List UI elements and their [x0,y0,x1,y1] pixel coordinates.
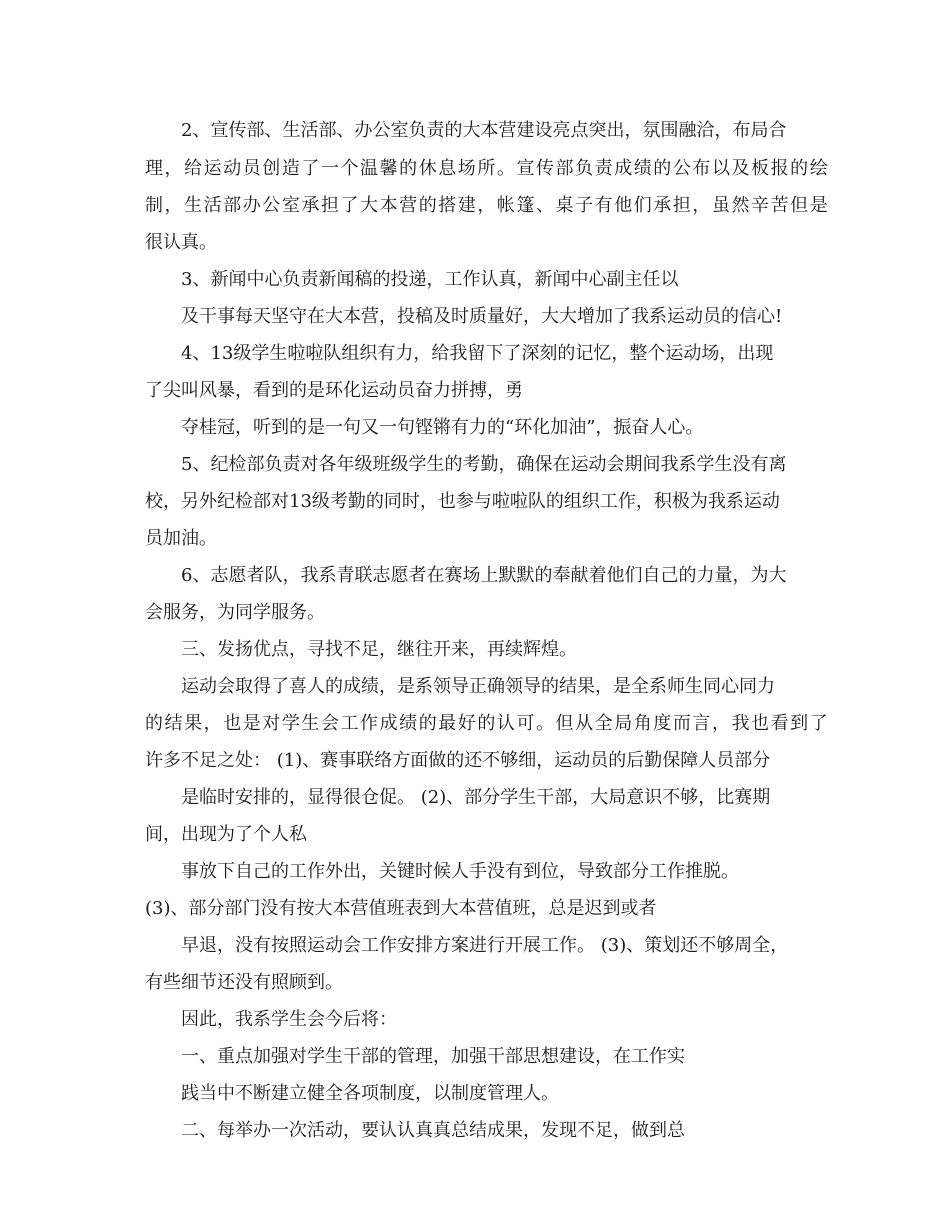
text-line: 事放下自己的工作外出，关键时候人手没有到位，导致部分工作推脱。 [181,861,739,882]
text-line: 有些细节还没有照顾到。 [145,972,343,993]
text-line: 早退，没有按照运动会工作安排方案进行开展工作。 (3)、策划还不够周全， [181,935,789,956]
text-line: 了尖叫风暴，看到的是环化运动员奋力拼搏，勇 [145,380,523,401]
text-line: 及干事每天坚守在大本营，投稿及时质量好，大大增加了我系运动员的信心! [181,306,783,327]
text-line: 的结果，也是对学生会工作成绩的最好的认可。但从全局角度而言，我也看到了 [145,713,830,734]
text-line: 间，出现为了个人私 [145,824,307,845]
text-line: 二、每举办一次活动，要认认真真总结成果，发现不足，做到总 [181,1120,685,1141]
text-line: 是临时安排的，显得很仓促。 (2)、部分学生干部，大局意识不够，比赛期 [181,787,771,808]
text-line: 许多不足之处： (1)、赛事联络方面做的还不够细，运动员的后勤保障人员部分 [145,750,771,771]
text-line: 夺桂冠，听到的是一句又一句铿锵有力的“环化加油”，振奋人心。 [181,417,704,438]
text-line: 3、新闻中心负责新闻稿的投递，工作认真，新闻中心副主任以 [181,269,679,290]
text-line: 三、发扬优点，寻找不足，继往开来，再续辉煌。 [181,639,577,660]
text-line: 理，给运动员创造了一个温馨的休息场所。宣传部负责成绩的公布以及板报的绘 [145,158,830,179]
text-line: 会服务，为同学服务。 [145,602,325,623]
text-line: 员加油。 [145,528,217,549]
text-line: 2、宣传部、生活部、办公室负责的大本营建设亮点突出，氛围融洽，布局合 [181,120,787,141]
text-line: 6、志愿者队，我系青联志愿者在赛场上默默的奉献着他们自己的力量，为大 [181,565,787,586]
text-line: 一、重点加强对学生干部的管理，加强干部思想建设，在工作实 [181,1046,685,1067]
text-line: 校，另外纪检部对13级考勤的同时，也参与啦啦队的组织工作，积极为我系运动 [145,491,780,512]
text-line: 运动会取得了喜人的成绩，是系领导正确领导的结果，是全系师生同心同力 [181,676,775,697]
text-line: 很认真。 [145,232,217,253]
text-line: 5、纪检部负责对各年级班级学生的考勤，确保在运动会期间我系学生没有离 [181,454,787,475]
text-line: 践当中不断建立健全各项制度，以制度管理人。 [181,1083,559,1104]
text-line: (3)、部分部门没有按大本营值班表到大本营值班，总是迟到或者 [145,898,657,919]
text-line: 因此，我系学生会今后将： [181,1009,397,1030]
text-line: 制，生活部办公室承担了大本营的搭建，帐篷、桌子有他们承担，虽然辛苦但是 [145,195,830,216]
text-line: 4、13级学生啦啦队组织有力，给我留下了深刻的记忆，整个运动场，出现 [181,343,774,364]
